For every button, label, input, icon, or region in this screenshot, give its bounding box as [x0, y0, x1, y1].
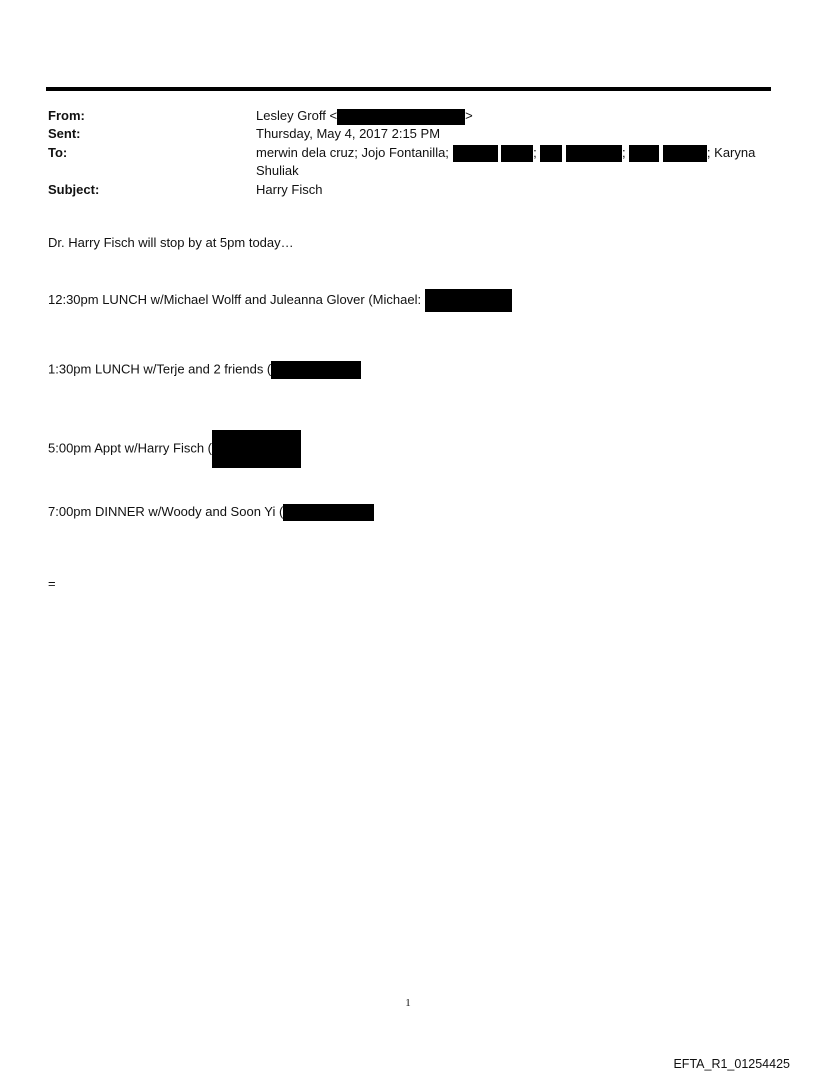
to-recipients-start: merwin dela cruz; Jojo Fontanilla; — [256, 145, 449, 160]
to-recipients-end: ; Karyna — [706, 145, 756, 160]
to-value-line1 — [256, 145, 755, 162]
to-separator: ; — [533, 145, 537, 160]
schedule-item — [48, 289, 512, 312]
redaction-box — [271, 361, 361, 379]
schedule-item — [48, 361, 361, 379]
schedule-item-text: 1:30pm LUNCH w/Terje and 2 friends ( — [48, 361, 272, 377]
sent-label: Sent: — [48, 126, 81, 141]
body-intro: Dr. Harry Fisch will stop by at 5pm today… — [48, 235, 294, 250]
subject-label: Subject: — [48, 182, 100, 197]
bates-number: EFTA_R1_01254425 — [673, 1057, 790, 1071]
header-divider — [46, 87, 771, 91]
from-name: Lesley Groff < — [256, 108, 338, 123]
schedule-item-text: 7:00pm DINNER w/Woody and Soon Yi ( — [48, 504, 284, 519]
from-label: From: — [48, 108, 85, 123]
to-value-line2: Shuliak — [256, 163, 299, 178]
redaction-box — [425, 289, 512, 312]
redaction-box — [453, 145, 498, 162]
redaction-box — [212, 430, 301, 468]
redaction-box — [283, 504, 374, 521]
redaction-box — [663, 145, 707, 162]
schedule-item — [48, 504, 374, 521]
schedule-item-text: 5:00pm Appt w/Harry Fisch ( — [48, 440, 212, 456]
redaction-box — [566, 145, 622, 162]
subject-value: Harry Fisch — [256, 182, 323, 197]
sent-value: Thursday, May 4, 2017 2:15 PM — [256, 126, 441, 141]
body-closing: = — [48, 576, 56, 591]
to-separator: ; — [622, 145, 626, 160]
redaction-box — [501, 145, 533, 162]
redaction-box — [629, 145, 659, 162]
from-close: > — [465, 108, 473, 123]
redaction-box — [540, 145, 562, 162]
schedule-item — [48, 430, 301, 468]
from-value — [256, 108, 473, 125]
to-label: To: — [48, 145, 68, 160]
page-number: 1 — [405, 997, 411, 1009]
schedule-item-text: 12:30pm LUNCH w/Michael Wolff and Juleanna Glover (Michael: — [48, 291, 425, 307]
redaction-box — [337, 109, 465, 125]
